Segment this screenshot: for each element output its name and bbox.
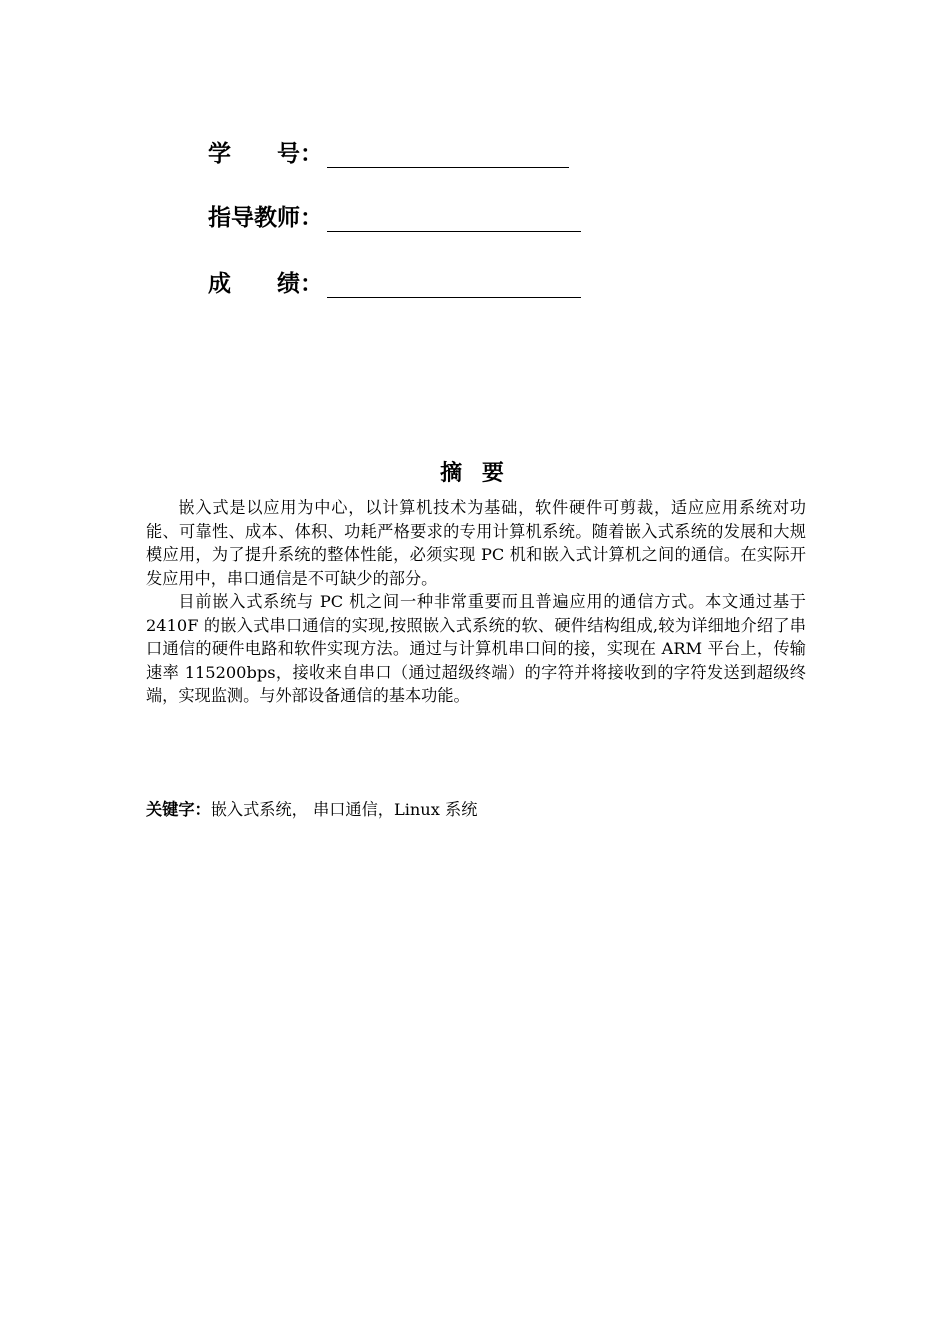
student-id-blank-line bbox=[327, 141, 569, 168]
abstract-body bbox=[146, 496, 806, 708]
abstract-paragraph-2: 目前嵌入式系统与 PC 机之间一种非常重要而且普遍应用的通信方式。本文通过基于 2410F 的嵌入式串口通信的实现,按照嵌入式系统的软、硬件结构组成,较为详细地介绍了串口通信的硬件电路和软件实现方法。通过与计算机串口间的接，实现在 ARM 平台上，传输速率 115200bps，接收来自串口（通过超级终端）的字符并将接收到的字符发送到超级终端，实现监测。与外部设备通信的基本功能。 bbox=[146, 592, 806, 705]
advisor-blank-line bbox=[327, 205, 581, 232]
student-id-label: 学 号： bbox=[208, 141, 323, 167]
grade-row bbox=[208, 264, 581, 298]
keywords-label: 关键字： bbox=[146, 800, 211, 819]
grade-blank-line bbox=[327, 271, 581, 298]
keywords-line bbox=[146, 796, 477, 820]
abstract-paragraph-1: 嵌入式是以应用为中心，以计算机技术为基础，软件硬件可剪裁，适应应用系统对功能、可靠性、成本、体积、功耗严格要求的专用计算机系统。随着嵌入式系统的发展和大规模应用，为了提升系统的整体性能，必须实现 PC 机和嵌入式计算机之间的通信。在实际开发应用中，串口通信是不可缺少的部分。 bbox=[146, 498, 806, 588]
advisor-label: 指导教师： bbox=[208, 205, 323, 231]
student-id-row bbox=[208, 134, 569, 168]
advisor-row bbox=[208, 198, 581, 232]
keywords-value: 嵌入式系统， 串口通信，Linux 系统 bbox=[210, 800, 478, 819]
grade-label: 成 绩： bbox=[208, 271, 323, 297]
abstract-title: 摘 要 bbox=[440, 461, 510, 486]
